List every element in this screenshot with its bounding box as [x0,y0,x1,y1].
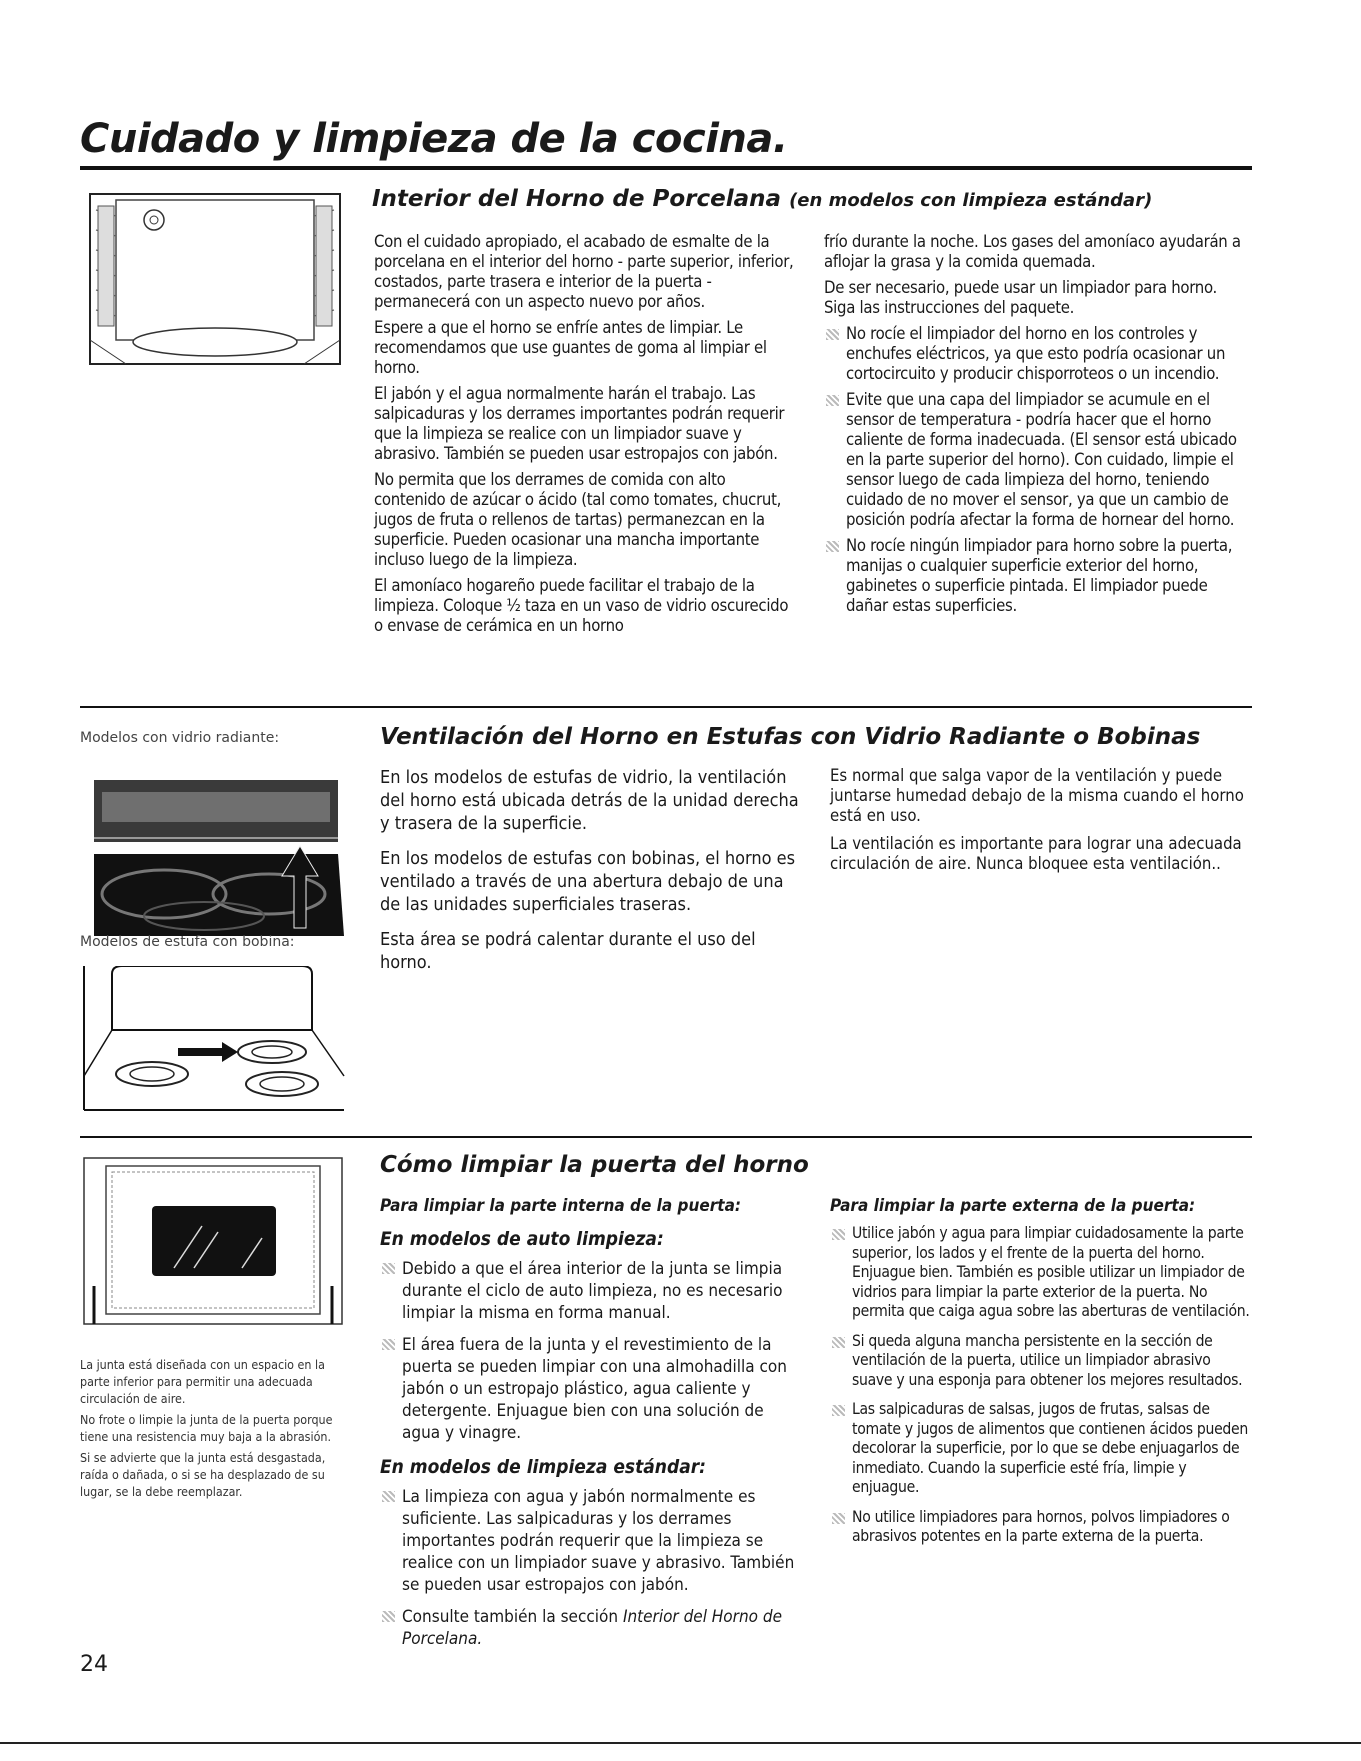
paragraph: El jabón y el agua normalmente harán el trabajo. Las salpicaduras y los derrames importantes podrán requerir que la limpieza se realice con un limpiador suave y abrasivo. También se pueden usar estropajos con jabón. [374,384,785,463]
bullet-item: La limpieza con agua y jabón normalmente es suficiente. Las salpicaduras y los derrames importantes podrán requerir que la limpieza se realice con un limpiador suave y abrasivo. También se pueden usar estropajos con jabón. [380,1486,804,1596]
caption: No frote o limpie la junta de la puerta porque tiene una resistencia muy baja a la abrasión. [80,1412,333,1444]
bullet-item: El área fuera de la junta y el revestimiento de la puerta se pueden limpiar con una almohadilla con jabón o un estropajo plástico, agua caliente y detergente. Enjuague bien con una solución de agua y vinagre. [380,1334,804,1444]
paragraph: Es normal que salga vapor de la ventilación y puede juntarse humedad debajo de la misma cuando el horno está en uso. [830,766,1244,825]
bullet-item: No rocíe el limpiador del horno en los controles y enchufes eléctricos, ya que esto podría ocasionar un cortocircuito y producir chisporroteos o un incendio. [824,324,1252,384]
porcelain-title-note: (en modelos con limpieza estándar) [789,190,1153,211]
paragraph: frío durante la noche. Los gases del amoníaco ayudarán a aflojar la grasa y la comida quemada. [824,232,1241,271]
standard-heading: En modelos de limpieza estándar: [380,1456,707,1478]
door-col1 [380,1196,804,1656]
title-rule [80,166,1252,170]
bullet-item: Consulte también la sección Interior del Horno de Porcelana. [380,1606,804,1650]
paragraph: Espere a que el horno se enfríe antes de limpiar. Le recomendamos que use guantes de goma al limpiar el horno. [374,318,767,377]
paragraph: En los modelos de estufas de vidrio, la ventilación del horno está ubicada detrás de la unidad derecha y trasera de la superficie. [380,767,799,834]
page-number: 24 [80,1652,108,1677]
paragraph: Con el cuidado apropiado, el acabado de esmalte de la porcelana en el interior del horno - parte superior, inferior, costados, parte trasera e interior de la puerta - permanecerá con un aspecto nuevo por años. [374,232,794,311]
porcelain-col1 [374,232,798,642]
bullet-icon [382,1339,395,1350]
caption-glass: Modelos con vidrio radiante: [80,730,280,746]
porcelain-title: Interior del Horno de Porcelana [372,186,782,212]
caption: Si se advierte que la junta está desgastada, raída o dañada, o si se ha desplazado de su lugar, se la debe reemplazar. [80,1450,326,1499]
bullet-icon [832,1337,845,1348]
vent-col1 [380,766,802,980]
bullet-item: Utilice jabón y agua para limpiar cuidadosamente la parte superior, los lados y el frente de la puerta del horno. Enjuague bien. También es posible utilizar un limpiador de vidrios para limpiar la parte exterior de la puerta. No permita que caiga agua sobre las aberturas de ventilación. [830,1224,1252,1322]
bullet-item: Evite que una capa del limpiador se acumule en el sensor de temperatura - podría hacer que el horno caliente de forma inadecuada. (El sensor está ubicado en la parte superior del horno). Con cuidado, limpie el sensor luego de cada limpieza del horno, teniendo cuidado de no mover el sensor, ya que un cambio de posición podría afectar la forma de hornear del horno. [824,390,1252,530]
bullet-icon [832,1405,845,1416]
self-clean-heading: En modelos de auto limpieza: [380,1228,664,1250]
bullet-icon [826,329,839,340]
oven-door-illustration [82,1156,344,1326]
porcelain-section-title [372,186,1252,212]
outside-heading: Para limpiar la parte externa de la puerta: [830,1196,1196,1216]
caption: La junta está diseñada con un espacio en la parte inferior para permitir una adecuada circulación de aire. [80,1357,325,1406]
bullet-icon [382,1263,395,1274]
bullet-icon [826,541,839,552]
caption-coil: Modelos de estufa con bobina: [80,934,295,950]
section-rule [80,1136,1252,1138]
vent-section-title: Ventilación del Horno en Estufas con Vidrio Radiante o Bobinas [380,724,1201,750]
paragraph: En los modelos de estufas con bobinas, el horno es ventilado a través de una abertura debajo de una de las unidades superficiales traseras. [380,848,796,915]
section-rule [80,706,1252,708]
page-bottom-edge [0,1742,1361,1744]
porcelain-col2 [824,232,1252,622]
door-section-title: Cómo limpiar la puerta del horno [380,1152,809,1178]
coil-cooktop-illustration [82,966,348,1114]
bullet-icon [832,1513,845,1524]
bullet-icon [826,395,839,406]
door-col2 [830,1196,1252,1553]
paragraph: La ventilación es importante para lograr una adecuada circulación de aire. Nunca bloquee esta ventilación.. [830,834,1242,873]
inside-heading: Para limpiar la parte interna de la puerta: [380,1196,742,1216]
oven-interior-illustration [86,190,344,370]
bullet-item: Si queda alguna mancha persistente en la sección de ventilación de la puerta, utilice un limpiador abrasivo suave y una esponja para obtener los mejores resultados. [830,1332,1252,1391]
bullet-icon [832,1229,845,1240]
bullet-item: No rocíe ningún limpiador para horno sobre la puerta, manijas o cualquier superficie exterior del horno, gabinetes o superficie pintada. El limpiador puede dañar estas superficies. [824,536,1252,616]
bullet-item: No utilice limpiadores para hornos, polvos limpiadores o abrasivos potentes en la parte externa de la puerta. [830,1508,1252,1547]
glass-cooktop-illustration [94,758,346,938]
paragraph: Esta área se podrá calentar durante el uso del horno. [380,929,756,973]
paragraph: De ser necesario, puede usar un limpiador para horno. Siga las instrucciones del paquete. [824,278,1217,317]
door-captions [80,1356,342,1504]
paragraph: El amoníaco hogareño puede facilitar el trabajo de la limpieza. Coloque ½ taza en un vaso de vidrio oscurecido o envase de cerámica en un horno [374,576,789,635]
bullet-icon [382,1491,395,1502]
bullet-icon [382,1611,395,1622]
bullet-item: Debido a que el área interior de la junta se limpia durante el ciclo de auto limpieza, no es necesario limpiar la misma en forma manual. [380,1258,804,1324]
paragraph: No permita que los derrames de comida con alto contenido de azúcar o ácido (tal como tomates, chucrut, jugos de fruta o rellenos de tartas) permanezcan en la superficie. Pueden ocasionar una mancha importante incluso luego de la limpieza. [374,470,782,569]
vent-col2 [830,766,1252,880]
page-title: Cuidado y limpieza de la cocina. [80,116,788,162]
bullet-item: Las salpicaduras de salsas, jugos de frutas, salsas de tomate y jugos de alimentos que contienen ácidos pueden decolorar la superficie, por lo que se debe enjuagarlos de inmediato. Cuando la superficie esté fría, limpie y enjuague. [830,1400,1252,1498]
section-reference: Interior del Horno de Porcelana. [402,1607,782,1649]
